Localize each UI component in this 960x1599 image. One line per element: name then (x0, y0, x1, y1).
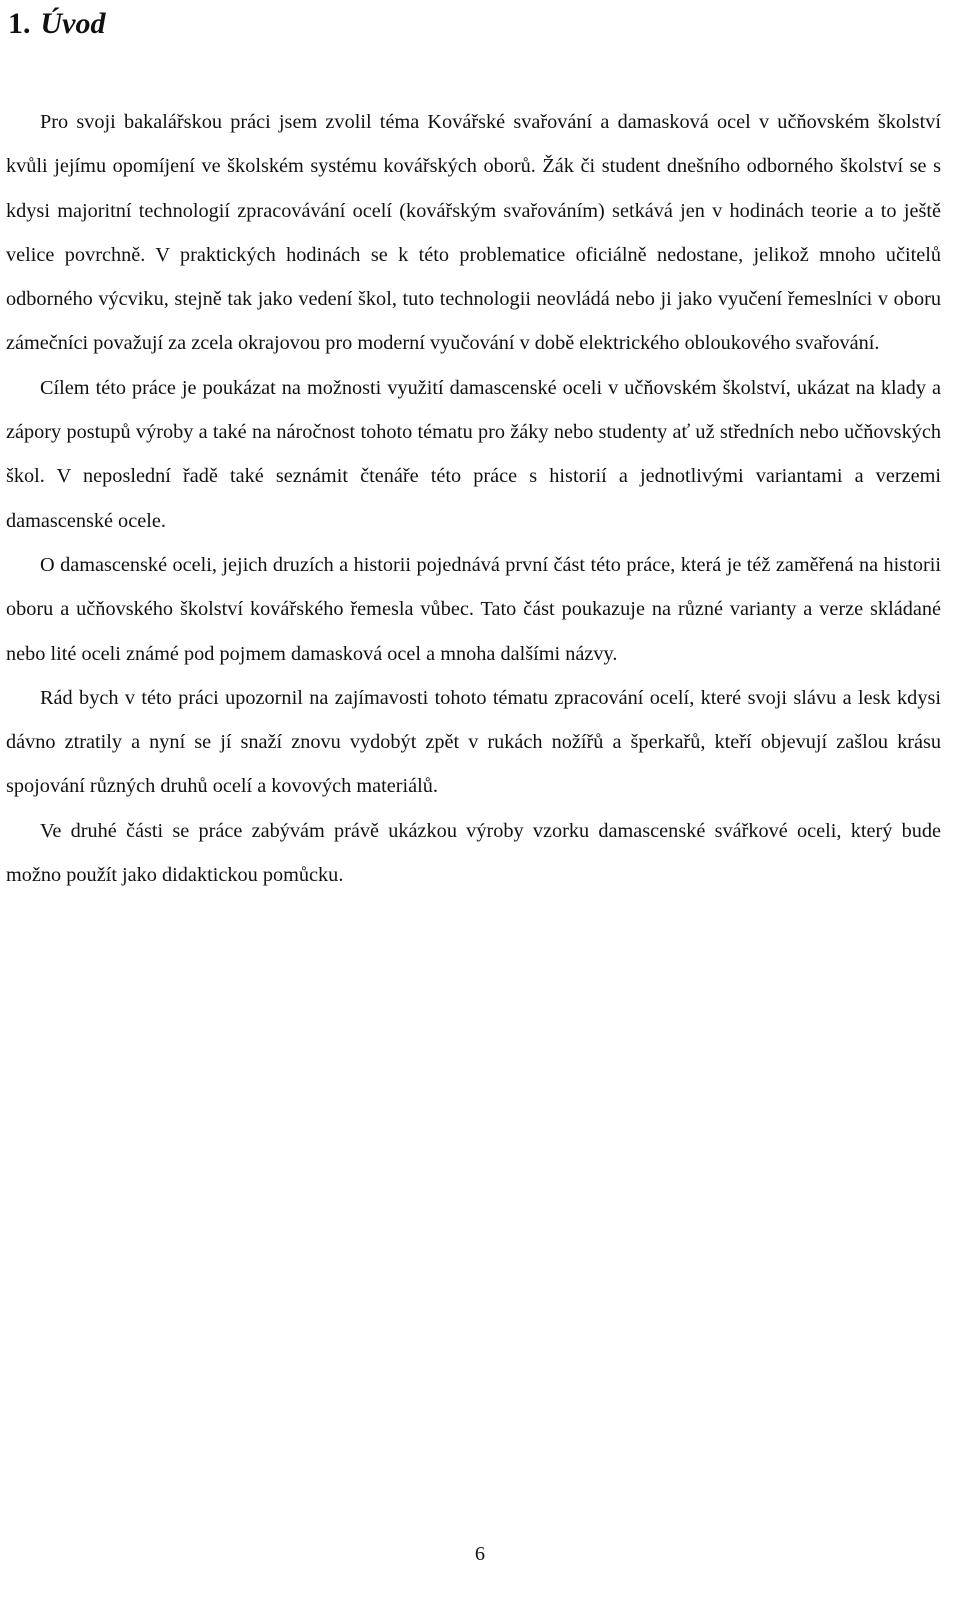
body-text (6, 100, 941, 897)
paragraph-intro: Pro svoji bakalářskou práci jsem zvolil téma Kovářské svařování a damasková ocel v učňovském školství kvůli jejímu opomíjení ve školském systému kovářských oborů. Žák či student dnešního odborného školství se s kdysi majoritní technologií zpracovávání ocelí (kovářským svařováním) setkává jen v hodinách teorie a to ještě velice povrchně. V praktických hodinách se k této problematice oficiálně nedostane, jelikož mnoho učitelů odborného výcviku, stejně tak jako vedení škol, tuto technologii neovládá nebo ji jako vyučení řemeslníci v oboru zámečníci považují za zcela okrajovou pro moderní vyučování v době elektrického obloukového svařování. (6, 111, 941, 355)
chapter-title: Úvod (40, 7, 106, 40)
paragraph-interest: Rád bych v této práci upozornil na zajímavosti tohoto tématu zpracování ocelí, které svoji slávu a lesk kdysi dávno ztratily a nyní se jí snaží znovu vydobýt zpět v rukách nožířů a šperkařů, kteří objevují zašlou krásu spojování různých druhů ocelí a kovových materiálů. (6, 686, 941, 798)
paragraph-goal: Cílem této práce je poukázat na možnosti využití damascenské oceli v učňovském školství, ukázat na klady a zápory postupů výroby a také na náročnost tohoto tématu pro žáky nebo studenty ať už středních nebo učňovských škol. V neposlední řadě také seznámit čtenáře této práce s historií a jednotlivými variantami a verzemi damascenské ocele. (6, 376, 941, 532)
page-number: 6 (474, 1543, 486, 1565)
chapter-number: 1. (8, 7, 31, 40)
chapter-heading (8, 2, 105, 46)
paragraph-history: O damascenské oceli, jejich druzích a historii pojednává první část této práce, která je též zaměřená na historii oboru a učňovského školství kovářského řemesla vůbec. Tato část poukazuje na různé varianty a verze skládané nebo lité oceli známé pod pojmem damasková ocel a mnoha dalšími názvy. (6, 553, 941, 665)
paragraph-second-part: Ve druhé části se práce zabývám právě ukázkou výroby vzorku damascenské svářkové oceli, který bude možno použít jako didaktickou pomůcku. (6, 819, 941, 887)
